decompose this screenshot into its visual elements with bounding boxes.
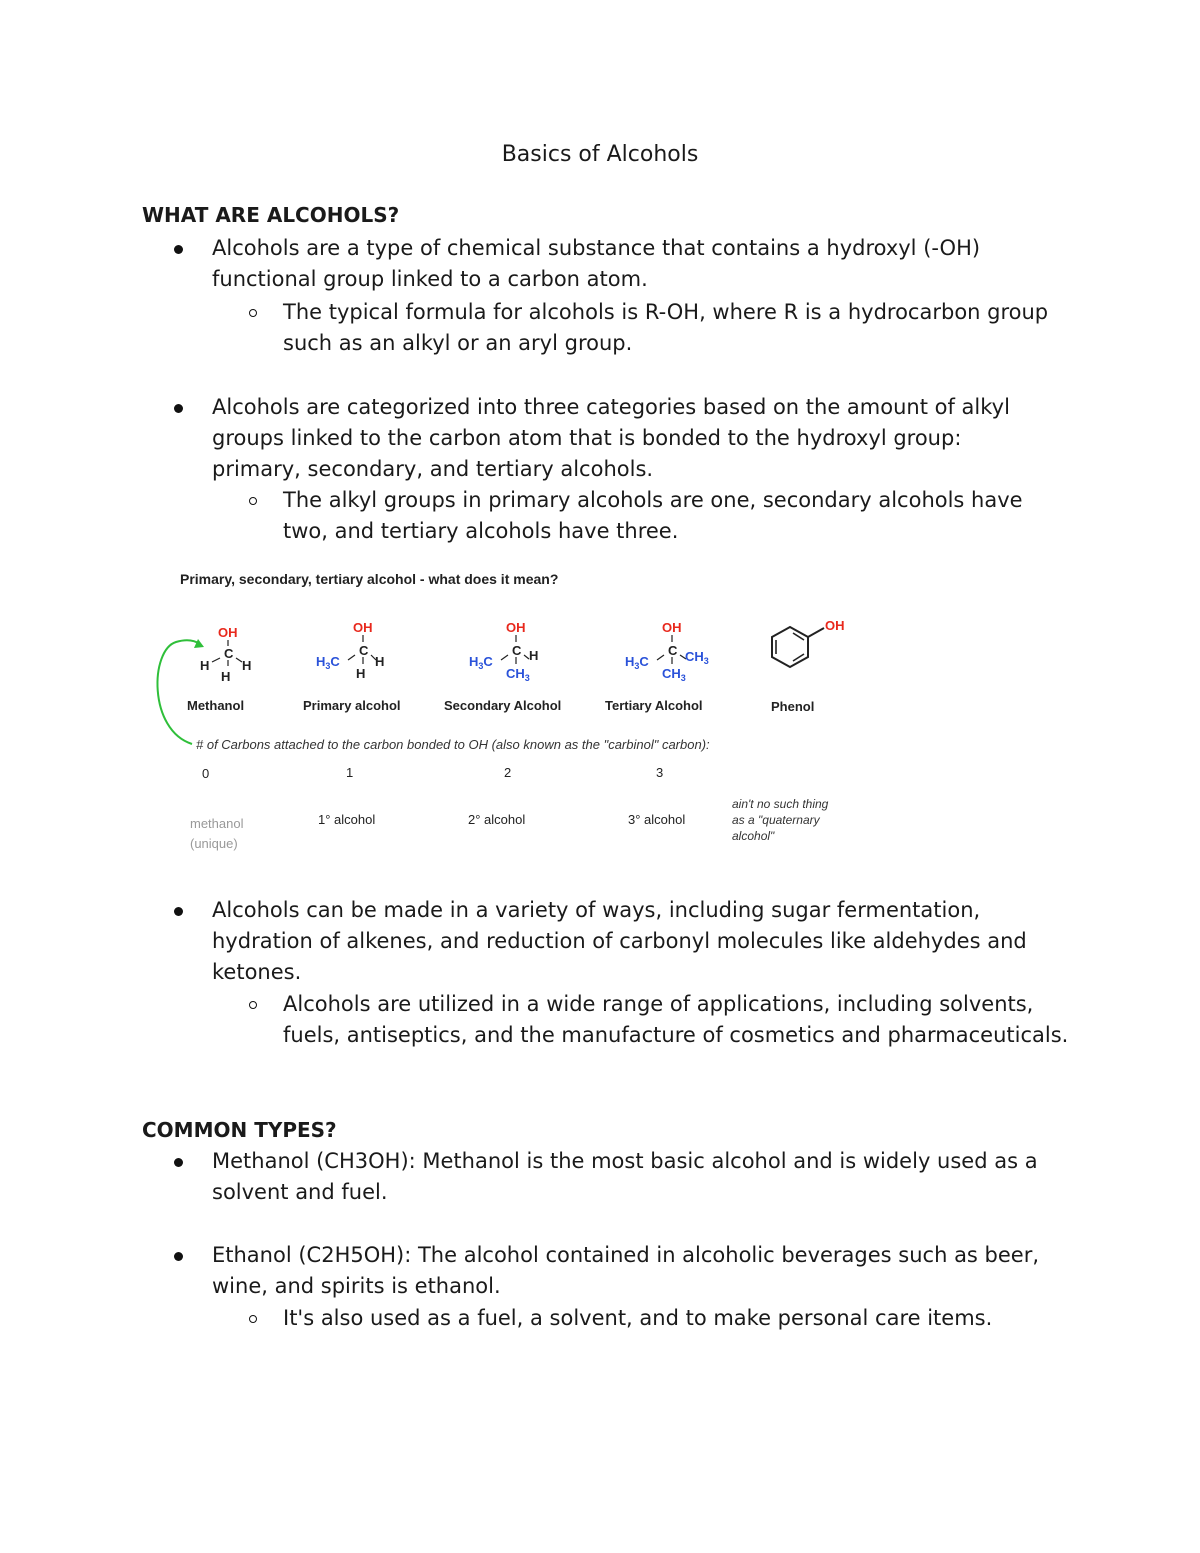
bullet-icon [174, 1158, 183, 1167]
figure-caption: # of Carbons attached to the carbon bonded to OH (also known as the "carbinol" carbon): [196, 737, 710, 752]
section-heading-what: WHAT ARE ALCOHOLS? [142, 203, 400, 227]
tertiary-alcohol-structure [625, 620, 709, 683]
bullet-text: Alcohols are categorized into three categories based on the amount of alkyl groups linked to the carbon atom that is bonded to the hydroxyl group: primary, secondary, and tertiary alcohols. [212, 395, 1010, 481]
alcohol-classification-figure [148, 560, 908, 860]
svg-text:C: C [668, 643, 678, 658]
svg-text:OH: OH [218, 625, 238, 640]
green-arrow-icon [157, 639, 204, 744]
bullet-icon [174, 1252, 183, 1261]
svg-text:H: H [221, 669, 231, 684]
alcohol-type: 2° alcohol [468, 812, 526, 827]
carbon-count: 3 [656, 765, 664, 780]
alcohol-type: 1° alcohol [318, 812, 376, 827]
bullet-text: Methanol (CH3OH): Methanol is the most basic alcohol and is widely used as a solvent and fuel. [212, 1149, 1038, 1204]
compound-label: Primary alcohol [303, 698, 401, 713]
bullet-text: Ethanol (C2H5OH): The alcohol contained in alcoholic beverages such as beer, wine, and spirits is ethanol. [212, 1243, 1040, 1298]
quaternary-note: ain't no such thing [732, 797, 829, 811]
sub-bullet-text: The alkyl groups in primary alcohols are one, secondary alcohols have two, and tertiary alcohols have three. [283, 488, 1023, 543]
svg-text:OH: OH [825, 618, 845, 633]
sub-bullet-text: It's also used as a fuel, a solvent, and to make personal care items. [283, 1306, 993, 1330]
svg-text:H3C: $H_3C$ [469, 654, 493, 671]
sub-bullet-item [283, 485, 1073, 547]
svg-text:H3C: $H_3C$ [316, 654, 340, 671]
phenol-structure [772, 618, 845, 667]
page-title: Basics of Alcohols [501, 142, 699, 167]
carbon-count: 2 [504, 765, 512, 780]
bullet-item [212, 1146, 1052, 1208]
svg-text:H: H [375, 654, 385, 669]
svg-text:CH3: $CH_3$ [685, 649, 709, 666]
svg-text:CH3: $CH_3$ [506, 666, 530, 683]
section-heading-common: COMMON TYPES? [142, 1118, 337, 1142]
sub-bullet-text: The typical formula for alcohols is R-OH, where R is a hydrocarbon group such as an alkyl or an aryl group. [283, 300, 1049, 355]
alcohol-type: methanol [190, 816, 244, 831]
svg-text:H: H [529, 648, 539, 663]
carbon-count: 1 [346, 765, 354, 780]
svg-text:OH: OH [506, 620, 526, 635]
svg-text:OH: OH [662, 620, 682, 635]
bullet-text: Alcohols can be made in a variety of ways, including sugar fermentation, hydration of alkenes, and reduction of carbonyl molecules like aldehydes and ketones. [212, 898, 1027, 984]
primary-alcohol-structure [316, 620, 384, 681]
svg-text:H: H [242, 658, 252, 673]
svg-text:H: H [356, 666, 366, 681]
sub-bullet-text: Alcohols are utilized in a wide range of applications, including solvents, fuels, antiseptics, and the manufacture of cosmetics and pharmaceuticals. [283, 992, 1069, 1047]
svg-text:H: H [200, 658, 210, 673]
bullet-text: Alcohols are a type of chemical substance that contains a hydroxyl (-OH) functional group linked to a carbon atom. [212, 236, 981, 291]
quaternary-note: as a "quaternary [732, 813, 820, 827]
secondary-alcohol-structure [469, 620, 538, 683]
svg-text:CH3: $CH_3$ [662, 666, 686, 683]
quaternary-note: alcohol" [732, 829, 775, 843]
bullet-item [212, 1240, 1052, 1302]
compound-label: Phenol [771, 699, 815, 714]
circle-bullet-icon [249, 1315, 257, 1323]
methanol-structure [200, 625, 251, 684]
bullet-item [212, 233, 1052, 295]
svg-text:C: C [512, 643, 522, 658]
circle-bullet-icon [249, 497, 257, 505]
bullet-icon [174, 907, 183, 916]
figure-title: Primary, secondary, tertiary alcohol - what does it mean? [180, 571, 559, 587]
alcohol-type: 3° alcohol [628, 812, 686, 827]
svg-text:H3C: $H_3C$ [625, 654, 649, 671]
compound-label: Methanol [187, 698, 245, 713]
sub-bullet-item [283, 297, 1073, 359]
circle-bullet-icon [249, 309, 257, 317]
bullet-icon [174, 404, 183, 413]
bullet-item [212, 895, 1052, 988]
bullet-icon [174, 245, 183, 254]
carbon-count: 0 [202, 766, 210, 781]
svg-text:OH: OH [353, 620, 373, 635]
alcohol-type: (unique) [190, 836, 238, 851]
compound-label: Tertiary Alcohol [605, 698, 703, 713]
circle-bullet-icon [249, 1001, 257, 1009]
compound-label: Secondary Alcohol [444, 698, 562, 713]
svg-text:C: C [224, 646, 234, 661]
svg-text:C: C [359, 643, 369, 658]
sub-bullet-item [283, 1303, 1073, 1334]
sub-bullet-item [283, 989, 1073, 1051]
bullet-item [212, 392, 1052, 485]
